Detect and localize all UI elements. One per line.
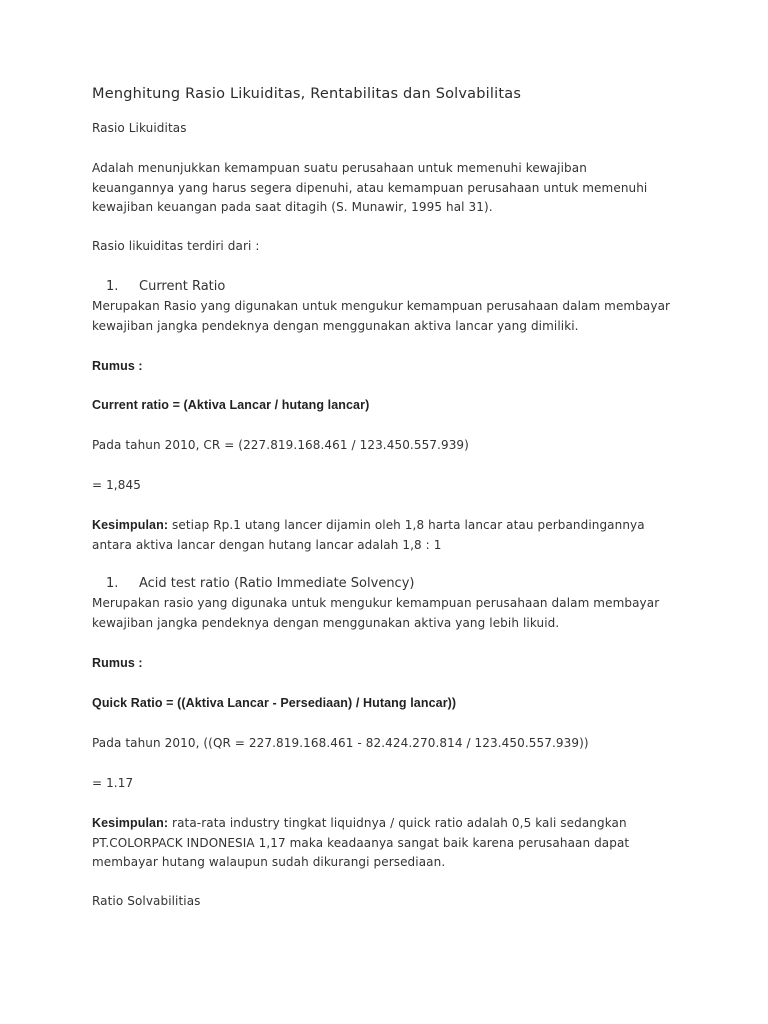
quick-ratio-result: = 1.17	[92, 776, 134, 790]
conclusion-lead: Kesimpulan:	[92, 518, 169, 532]
acid-test-description	[92, 594, 660, 633]
definition-line: keuangannya yang harus segera dipenuhi, atau kemampuan perusahaan untuk memenuhi	[92, 180, 648, 195]
definition-line: Adalah menunjukkan kemampuan suatu perusahaan untuk memenuhi kewajiban	[92, 161, 587, 175]
list-item-current-ratio	[106, 277, 225, 297]
conclusion-line: antara aktiva lancar dengan hutang lancar adalah 1,8 : 1	[92, 537, 442, 552]
list-label: Current Ratio	[139, 279, 226, 294]
conclusion-line: membayar hutang walaupun sudah dikurangi persediaan.	[92, 855, 446, 869]
description-line: Merupakan Rasio yang digunakan untuk mengukur kemampuan perusahaan dalam membayar	[92, 299, 671, 313]
description-line: kewajiban jangka pendeknya dengan menggunakan aktiva lancar yang dimiliki.	[92, 318, 579, 333]
rumus-label: Rumus :	[92, 656, 143, 670]
conclusion-text: setiap Rp.1 utang lancer dijamin oleh 1,8 harta lancar atau perbandingannya	[168, 518, 645, 532]
current-ratio-result: = 1,845	[92, 478, 141, 492]
section-heading-likuiditas: Rasio Likuiditas	[92, 121, 187, 135]
list-label: Acid test ratio (Ratio Immediate Solvency)	[139, 576, 415, 591]
composition-text: Rasio likuiditas terdiri dari :	[92, 239, 260, 253]
conclusion-line: PT.COLORPACK INDONESIA 1,17 maka keadaanya sangat baik karena perusahaan dapat	[92, 835, 630, 850]
description-line: Merupakan rasio yang digunaka untuk mengukur kemampuan perusahaan dalam membayar	[92, 596, 660, 610]
list-number: 1.	[106, 576, 119, 591]
document-title: Menghitung Rasio Likuiditas, Rentabilitas dan Solvabilitas	[92, 86, 522, 102]
current-ratio-formula: Current ratio = (Aktiva Lancar / hutang lancar)	[92, 398, 370, 412]
definition-line: kewajiban keuangan pada saat ditagih (S. Munawir, 1995 hal 31).	[92, 200, 493, 214]
quick-ratio-calculation: Pada tahun 2010, ((QR = 227.819.168.461 - 82.424.270.814 / 123.450.557.939))	[92, 736, 589, 750]
current-ratio-description	[92, 297, 671, 336]
list-item-acid-test-ratio	[106, 574, 414, 594]
description-line: kewajiban jangka pendeknya dengan menggunakan aktiva yang lebih likuid.	[92, 615, 560, 630]
list-number: 1.	[106, 279, 119, 294]
quick-ratio-formula: Quick Ratio = ((Aktiva Lancar - Persediaan) / Hutang lancar))	[92, 696, 457, 710]
conclusion-text: rata-rata industry tingkat liquidnya / quick ratio adalah 0,5 kali sedangkan	[168, 816, 627, 830]
current-ratio-calculation: Pada tahun 2010, CR = (227.819.168.461 / 123.450.557.939)	[92, 438, 469, 452]
definition-paragraph	[92, 159, 652, 218]
section-heading-solvabilitas: Ratio Solvabilitias	[92, 894, 201, 908]
rumus-label: Rumus :	[92, 359, 143, 373]
conclusion-lead: Kesimpulan:	[92, 816, 169, 830]
quick-ratio-conclusion	[92, 814, 652, 873]
current-ratio-conclusion	[92, 516, 652, 555]
